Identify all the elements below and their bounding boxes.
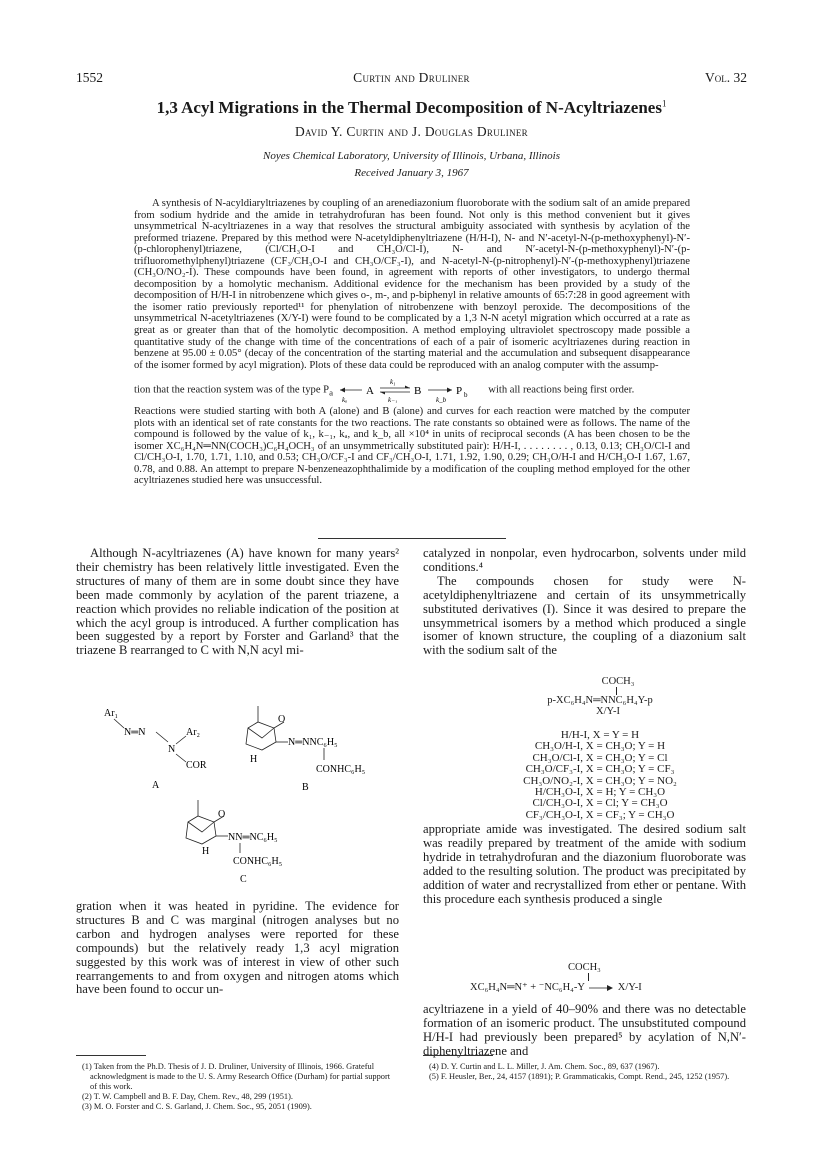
scheme-b: B [413, 385, 421, 398]
col2-paragraph-4: acyltriazene in a yield of 40–90% and there was no detectable formation of an isomeric product. The unsubstituted compound H/H-I had previously been prepared⁵ by acylation of N,N′-diphenyltriazene and [423, 1002, 746, 1058]
isomer-item: CH₃O/H-I, X = CH₃O; Y = H [534, 740, 666, 753]
arrow-b-head [447, 388, 452, 393]
abstract-divider [318, 538, 506, 539]
struct-a-n: N [168, 744, 176, 755]
arrow-km1-head [380, 392, 385, 395]
struct-b-conh: CONHC₆H₅ [316, 764, 366, 775]
abstract-scheme-line [134, 377, 690, 403]
isomer-item: Cl/CH₃O-I, X = Cl; Y = CH₃O [532, 797, 668, 810]
struct-b-ring [246, 706, 288, 750]
struct-c-ring [186, 800, 228, 844]
abstract-part1: A synthesis of N-acyldiaryltriazenes by coupling of an arenediazonium fluoroborate with the sodium salt of an amide prepared from sodium hydride and the amide in tetrahydrofuran has been found. Not only is this method convenient but it gives unsymmetrical N-acyltriazenes in a way that resolves the structural ambiguity associated with synthesis by acylation of the preformed triazene. Prepared by this method were N-acetyldiphenyltriazene (H/H-I), N- and N′-acetyl-N-(p-methoxyphenyl)-N′-(p-chlorophenyl)triazene, (Cl/CH₃O-I and CH₃O/Cl-I), N- and N′-acetyl-N-(p-methoxyphenyl)-N′-(p-trifluoromethylphenyl)triazene (CF₃/CH₃O-I and CH₃O/CF₃-I), and N-acetyl-N-(p-nitrophenyl)-N′-(p-methoxyphenyl)triazene (CH₃O/NO₂-I). These compounds have been found, in agreement with reports of other investigators, to undergo thermal decomposition by a homolytic mechanism. Additional evidence for the mechanism has been provided by a study of the decomposition of H/H-I in nitrobenzene which gives o-, m-, and p-biphenyl in relative amounts of 65:7:28 in good agreement with the isomer ratio previously reported¹¹ for phenylation of nitrobenzene with benzoyl peroxide. The decompositions of the unsymmetrical N-acetyltriazenes (X/Y-I) were found to be complicated by a 1,3 N-N acetyl migration which occurred at a rate as great as or greater than that of the homolytic decomposition. A method employing ultraviolet spectroscopy made possible a quantitative study of the change with time of the concentrations of each of a pair of isomeric acyltriazenes during reaction in benzene at 95.00 ± 0.05° (decay of the concentration of the starting material and the accumulation and subsequent disappearance of the isomer formed by acyl migration). Plots of these data could be reproduced with an analog computer with the assump- [134, 198, 690, 371]
col1-paragraph-2: gration when it was heated in pyridine. The evidence for structures B and C was marginal (nitrogen analyses but no carbon and hydrogen analyses were reported for these compounds) but the relatively ready 1,3 acyl migration suggested by this work was of interest in view of other such rearrangements to and from oxygen and nitrogen atoms which have been found to occur un- [76, 899, 399, 997]
arrow-k1-head [405, 386, 410, 389]
scheme-pb-sub: b [463, 391, 468, 400]
reaction-arrow [587, 983, 615, 993]
isomer-item: H/CH₃O-I, X = H; Y = CH₃O [534, 786, 666, 799]
reaction-coch3: COCH₃ [568, 962, 601, 973]
col2-paragraph-2: The compounds chosen for study were N-acetyldiphenyltriazene and certain of its unsymmetrically substituted derivatives (I). Since it was desired to prepare the unsymmetrical isomers by a method which produced a single isomer of known structure, the coupling of a diazonium salt with the sodium salt of the [423, 573, 746, 658]
body-col2-middle [423, 823, 746, 906]
struct-a-ar2: Ar₂ [186, 727, 201, 738]
arrow-a-head [340, 388, 345, 393]
footnote: (2) T. W. Campbell and B. F. Day, Chem. Rev., 48, 299 (1951). [82, 1092, 294, 1101]
isomer-item: CH₃O/NO₂-I, X = CH₃O; Y = NO₂ [523, 774, 677, 787]
struct-a-azo: N═N [124, 727, 146, 738]
reaction-product: X/Y-I [617, 982, 642, 993]
km1-label: k₋₁ [387, 396, 397, 404]
struct-b-label: B [302, 782, 309, 793]
reaction-lhs: XC₆H₄N═N⁺ + ⁻NC₆H₄-Y [470, 982, 585, 993]
abstract-scheme-tail: with all reactions being first order. [488, 384, 635, 396]
struct-a-label: A [152, 780, 160, 791]
reaction-line [470, 981, 730, 993]
footnote-rule-right [423, 1055, 493, 1056]
footnote: (1) Taken from the Ph.D. Thesis of J. D. Druliner, University of Illinois, 1966. Grateful acknowledgment is made to the U. S. Army Research Office (Durham) for partial support of this work. [82, 1062, 391, 1091]
struct-b-h: H [250, 754, 258, 765]
isomer-item: CH₃O/Cl-I, X = CH₃O; Y = Cl [532, 751, 668, 764]
body-col2-top [423, 547, 746, 658]
kb-label: k_b [435, 396, 446, 404]
col2-paragraph-1: catalyzed in nonpolar, even hydrocarbon, solvents under mild conditions.⁴ [423, 546, 746, 574]
ka-label: kₐ [341, 396, 347, 404]
affiliation: Noyes Chemical Laboratory, University of Illinois, Urbana, Illinois [263, 150, 560, 162]
abstract [134, 198, 690, 487]
isomer-item: CH₃O/CF₃-I, X = CH₃O; Y = CF₃ [525, 763, 675, 776]
struct-c-conh: CONHC₆H₅ [233, 856, 283, 867]
page-number: 1552 [76, 70, 103, 85]
title-footnote-mark: 1 [661, 98, 667, 109]
isomer-item: H/H-I, X = Y = H [560, 729, 640, 741]
struct-a-bond2 [156, 732, 168, 742]
struct-c-h: H [202, 846, 210, 857]
compound-i-formula: p-XC₆H₄N═NNC₆H₄Y-p [547, 695, 653, 706]
body-col1-bottom [76, 900, 399, 997]
scheme-pb: P [455, 385, 462, 398]
abstract-scheme-lead: tion that the reaction system was of the type P [134, 384, 330, 396]
footnotes-right [423, 1062, 746, 1082]
authors: David Y. Curtin and J. Douglas Druliner [294, 124, 528, 139]
body-col1-top [76, 547, 399, 658]
struct-c-label: C [240, 874, 247, 885]
struct-a-bond3 [176, 736, 186, 744]
k1-label: k₁ [389, 378, 396, 387]
coupling-reaction [470, 962, 730, 993]
compound-i-coch3: COCH₃ [601, 676, 635, 687]
struct-a-cor: COR [186, 760, 207, 771]
footnote: (3) M. O. Forster and C. S. Garland, J. Chem. Soc., 95, 2051 (1909). [82, 1102, 312, 1111]
structures-abc [90, 700, 390, 890]
received-date: Received January 3, 1967 [354, 167, 469, 179]
compound-i-label: X/Y-I [596, 706, 620, 717]
compound-i [520, 676, 680, 717]
running-head: Curtin and Druliner [353, 70, 470, 85]
footnote: (5) F. Heusler, Ber., 24, 4157 (1891); P. Grammaticakis, Compt. Rend., 245, 1252 (1957). [429, 1072, 730, 1081]
struct-a-ar1: Ar₁ [104, 708, 119, 719]
struct-c-o: O [218, 809, 226, 820]
col1-paragraph-1: Although N-acyltriazenes (A) have known for many years² their chemistry has been relatively little investigated. Even the structures of many of them are in some doubt since they have been made commonly by acylation of the parent triazene, a reaction which provides no reliable indication of the position at which the acyl group is introduced. A further complication has been suggested by a report by Forster and Garland³ that the triazene B rearranged to C with N,N acyl mi- [76, 546, 399, 658]
kinetic-scheme [336, 377, 486, 403]
struct-a-bond1 [114, 719, 124, 728]
struct-c-chain: NN═NC₆H₅ [228, 832, 278, 843]
struct-b-chain: N═NNC₆H₅ [288, 737, 338, 748]
struct-a-bond4 [176, 754, 186, 762]
struct-b-o: O [278, 714, 286, 725]
scheme-a: A [365, 385, 374, 398]
volume-label: Vol. 32 [705, 70, 747, 85]
footnote: (4) D. Y. Curtin and L. L. Miller, J. Am. Chem. Soc., 89, 637 (1967). [429, 1062, 660, 1071]
scheme-pa-sub: a [329, 387, 333, 398]
compound-i-bond [616, 687, 617, 695]
col2-paragraph-3: appropriate amide was investigated. The desired sodium salt was readily prepared by treatment of the amide with sodium hydride in tetrahydrofuran and the diazonium fluoroborate was added to the resulting solution. The product was precipitated by addition of water and recrystallized from ether or pentane. With this procedure each synthesis produced a single [423, 822, 746, 906]
article-title-text: 1,3 Acyl Migrations in the Thermal Decomposition of N-Acyltriazenes [156, 98, 662, 117]
isomer-item: CF₃/CH₃O-I, X = CF₃; Y = CH₃O [525, 808, 675, 821]
footnote-rule-left [76, 1055, 146, 1056]
footnotes-left [76, 1062, 399, 1112]
body-col2-bottom [423, 1003, 746, 1059]
abstract-part2: Reactions were studied starting with both A (alone) and B (alone) and curves for each reaction were matched by the computer plots with an identical set of rate constants for the two reactions. The rate constants so obtained were as follows. The name of the compound is followed by the value of k₁, k₋₁, kₐ, and k_b, all ×10⁴ in units of reciprocal seconds (A has been chosen to be the isomer XC₆H₄N═NN(COCH₃)C₆H₄OCH₃ of an unsymmetrically substituted pair): H/H-I, . . . . . . . . , 0.13, 0.13; CH₃O/Cl-I and Cl/CH₃O-I, 1.70, 1.71, 1.10, and 0.53; CH₃O/CF₃-I and CF₃/CH₃O-I, 1.71, 1.92, 1.90, 0.29; CH₃O/H-I and H/CH₃O-I 1.67, 1.67, 0.78, and 0.88. An attempt to prepare N-benzeneazophthalimide by a modification of the coupling method employed for the other acyltriazenes studied here was unsuccessful. [134, 406, 690, 487]
isomer-list [520, 730, 680, 821]
reaction-bond [588, 973, 589, 981]
article-title [0, 98, 823, 118]
